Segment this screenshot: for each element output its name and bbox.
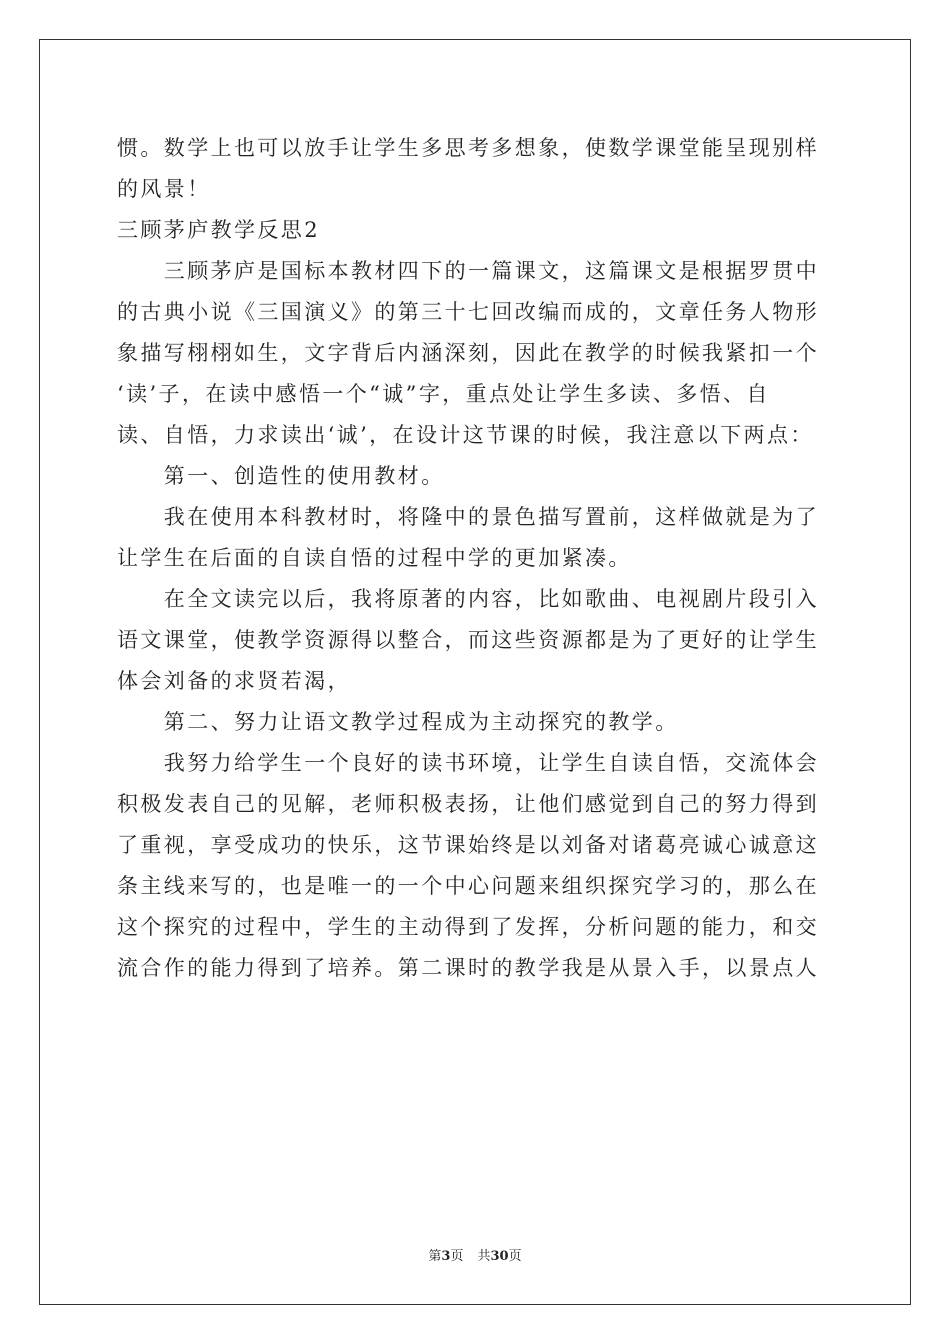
text-line: 让学生在后面的自读自悟的过程中学的更加紧凑。 bbox=[117, 546, 632, 570]
page-footer bbox=[0, 1248, 950, 1266]
total-suffix: 页 bbox=[508, 1249, 522, 1264]
text-line: 的风景！ bbox=[117, 177, 211, 201]
text-line: 语文课堂，使教学资源得以整合，而这些资源都是为了更好的让学生 bbox=[117, 628, 819, 652]
section-heading: 三顾茅庐教学反思2 bbox=[117, 218, 320, 242]
text-line: 读、自悟，力求读出‘诚’，在设计这节课的时候，我注意以下两点： bbox=[117, 423, 814, 447]
text-line: ‘读’子，在读中感悟一个“诚”字，重点处让学生多读、多悟、自 bbox=[117, 382, 770, 406]
text-line: 惯。数学上也可以放手让学生多思考多想象，使数学课堂能呈现别样 bbox=[117, 136, 819, 160]
document-body bbox=[117, 128, 833, 989]
total-pages: 30 bbox=[490, 1249, 509, 1264]
page-prefix: 第 bbox=[428, 1249, 442, 1264]
text-line: 第二、努力让语文教学过程成为主动探究的教学。 bbox=[117, 710, 679, 734]
text-line: 三顾茅庐是国标本教材四下的一篇课文，这篇课文是根据罗贯中 bbox=[117, 259, 819, 283]
text-line: 我在使用本科教材时，将隆中的景色描写置前，这样做就是为了 bbox=[117, 505, 819, 529]
page-number: 3 bbox=[441, 1249, 451, 1264]
page-suffix: 页 bbox=[450, 1249, 464, 1264]
text-line: 流合作的能力得到了培养。第二课时的教学我是从景入手，以景点人 bbox=[117, 956, 819, 980]
total-prefix: 共 bbox=[477, 1249, 491, 1264]
text-line: 在全文读完以后，我将原著的内容，比如歌曲、电视剧片段引入 bbox=[117, 587, 819, 611]
text-line: 这个探究的过程中，学生的主动得到了发挥，分析问题的能力，和交 bbox=[117, 915, 819, 939]
text-line: 条主线来写的，也是唯一的一个中心问题来组织探究学习的，那么在 bbox=[117, 874, 819, 898]
text-line: 积极发表自己的见解，老师积极表扬，让他们感觉到自己的努力得到 bbox=[117, 792, 819, 816]
text-line: 体会刘备的求贤若渴， bbox=[117, 669, 351, 693]
text-line: 象描写栩栩如生，文字背后内涵深刻，因此在教学的时候我紧扣一个 bbox=[117, 341, 819, 365]
text-line: 了重视，享受成功的快乐，这节课始终是以刘备对诸葛亮诚心诚意这 bbox=[117, 833, 819, 857]
text-line: 我努力给学生一个良好的读书环境，让学生自读自悟，交流体会 bbox=[117, 751, 819, 775]
text-line: 第一、创造性的使用教材。 bbox=[117, 464, 445, 488]
text-line: 的古典小说《三国演义》的第三十七回改编而成的，文章任务人物形 bbox=[117, 300, 819, 324]
